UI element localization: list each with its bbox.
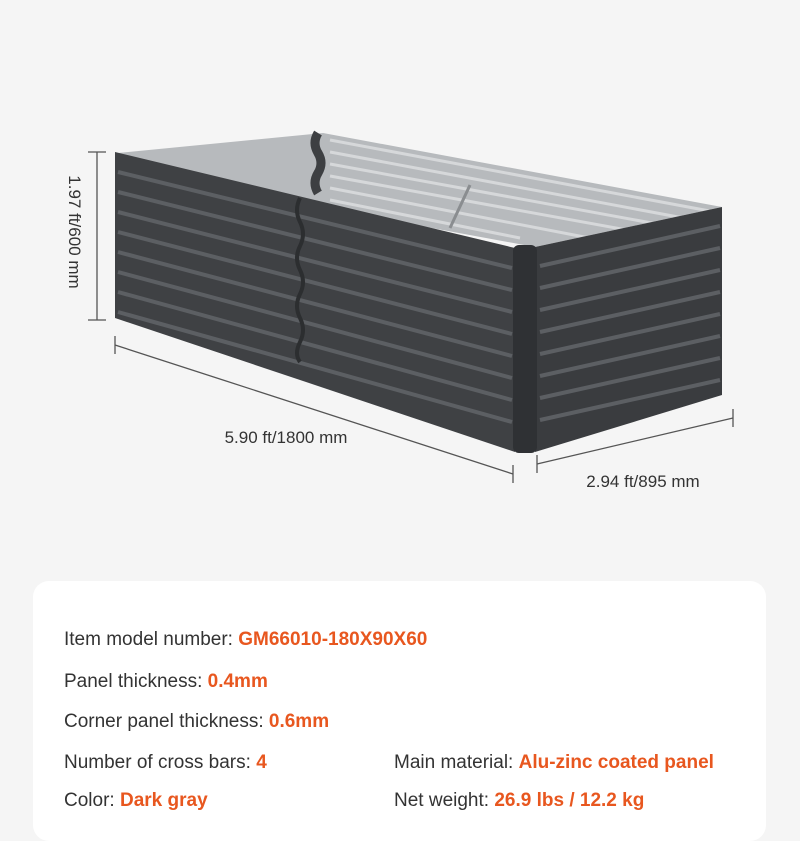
spec-label: Number of cross bars: [64, 752, 251, 773]
length-dimension-label: 5.90 ft/1800 mm [224, 428, 348, 447]
spec-label: Panel thickness: [64, 671, 203, 692]
spec-value: 26.9 lbs / 12.2 kg [494, 790, 645, 811]
spec-label: Color: [64, 790, 115, 811]
spec-value: Dark gray [119, 790, 208, 811]
specifications-card [33, 581, 766, 841]
spec-value: 0.6mm [268, 711, 330, 732]
spec-label: Main material: [394, 752, 514, 773]
width-dimension-label: 2.94 ft/895 mm [586, 472, 700, 491]
spec-value: 4 [256, 752, 267, 773]
height-dimension-label: 1.97 ft/600 mm [65, 175, 84, 289]
spec-value: 0.4mm [207, 671, 268, 692]
spec-label: Corner panel thickness: [64, 711, 264, 732]
spec-corner-thickness [64, 711, 329, 733]
spec-label: Net weight: [394, 790, 490, 811]
spec-color [64, 790, 208, 812]
spec-label: Item model number: [64, 629, 233, 650]
spec-value: Alu-zinc coated panel [518, 752, 714, 773]
spec-value: GM66010-180X90X60 [238, 629, 428, 650]
spec-model-number [64, 629, 427, 651]
spec-cross-bars [64, 752, 267, 774]
spec-panel-thickness [64, 671, 268, 693]
spec-net-weight [394, 790, 644, 812]
corner-post [513, 245, 537, 453]
spec-main-material [394, 752, 714, 774]
